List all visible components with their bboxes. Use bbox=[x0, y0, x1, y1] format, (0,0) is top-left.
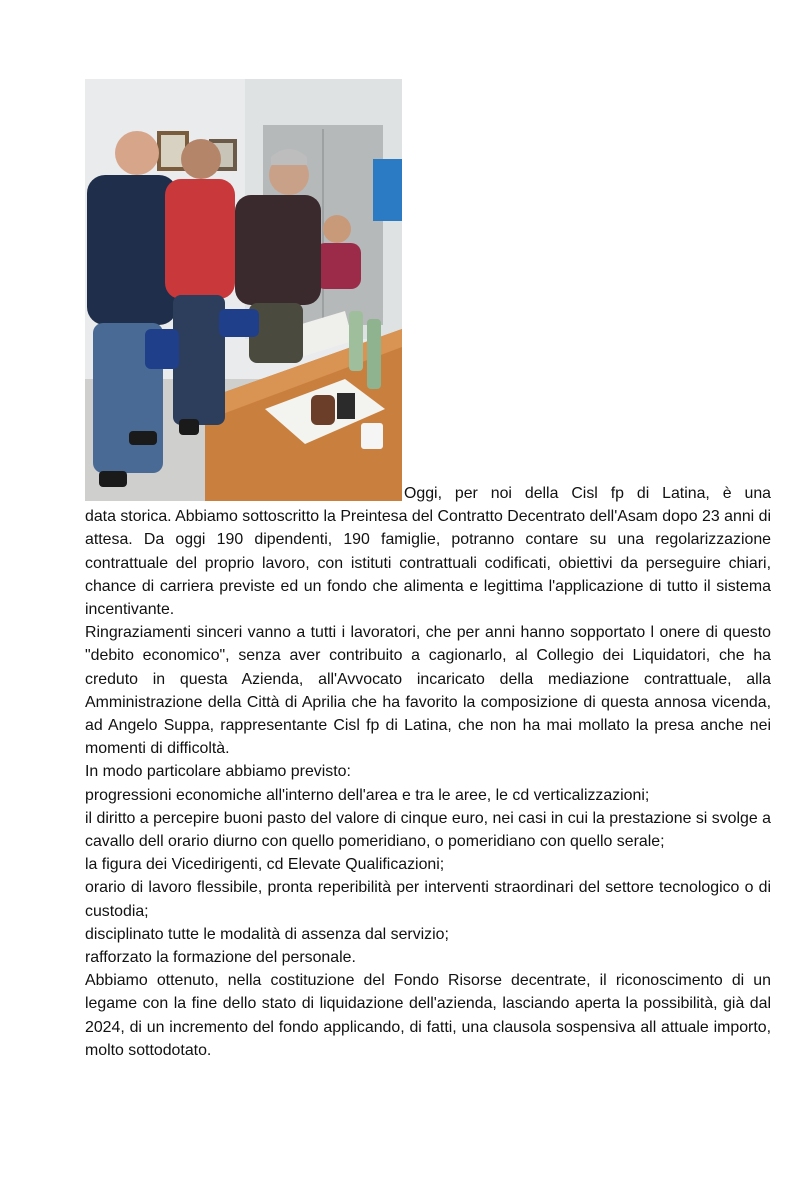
list-item: rafforzato la formazione del personale. bbox=[85, 949, 356, 967]
list-item: progressioni economiche all'interno dell'area e tra le aree, le cd verticalizzazioni; bbox=[85, 786, 650, 804]
intro-first-line: Oggi, per noi della Cisl fp di Latina, è una bbox=[404, 485, 771, 502]
list-item: orario di lavoro flessibile, pronta reperibilità per interventi straordinari del settore tecnologico o di custodia; bbox=[85, 879, 771, 920]
list-intro: In modo particolare abbiamo previsto: bbox=[85, 763, 351, 781]
thanks-paragraph: Ringraziamenti sinceri vanno a tutti i lavoratori, che per anni hanno sopportato l onere di questo "debito economico", senza aver contribuito a cagionarlo, al Collegio dei Liquidatori, che ha creduto in questa Azienda, all'Avvocato incaricato della mediazione contrattuale, alla Amministrazione della Città di Aprilia che ha favorito la composizione di questa annosa vicenda, ad Angelo Suppa, rappresentante Cisl fp di Latina, che non ha mai mollato la presa anche nei momenti di difficoltà. bbox=[85, 624, 771, 758]
list-item: il diritto a percepire buoni pasto del valore di cinque euro, nei casi in cui la prestazione si svolge a cavallo dell orario diurno con quello pomeridiano, o pomeridiano con quello serale; bbox=[85, 809, 771, 851]
intro-paragraph: data storica. Abbiamo sottoscritto la Preintesa del Contratto Decentrato dell'Asam dopo 23 anni di attesa. Da oggi 190 dipendenti, 190 famiglie, potranno contare su una regolarizzazione contrattuale del proprio lavoro, con istituti contrattuali codificati, obiettivi da perseguire chiari, chance di carriera previste ed un fondo che alimenta e legittima l'applicazione di tutto il sistema incentivante. bbox=[85, 508, 771, 619]
article-text bbox=[85, 482, 771, 1062]
group-photo bbox=[85, 79, 402, 501]
closing-paragraph: Abbiamo ottenuto, nella costituzione del Fondo Risorse decentrate, il riconoscimento di un legame con la fine dello stato di liquidazione dell'azienda, lasciando aperta la possibilità, già dal 2024, di un incremento del fondo applicando, di fatti, una clausola sospensiva all attuale importo, molto sottodotato. bbox=[85, 972, 771, 1059]
list-item: disciplinato tutte le modalità di assenza dal servizio; bbox=[85, 925, 449, 943]
list-item: la figura dei Vicedirigenti, cd Elevate Qualificazioni; bbox=[85, 856, 445, 874]
